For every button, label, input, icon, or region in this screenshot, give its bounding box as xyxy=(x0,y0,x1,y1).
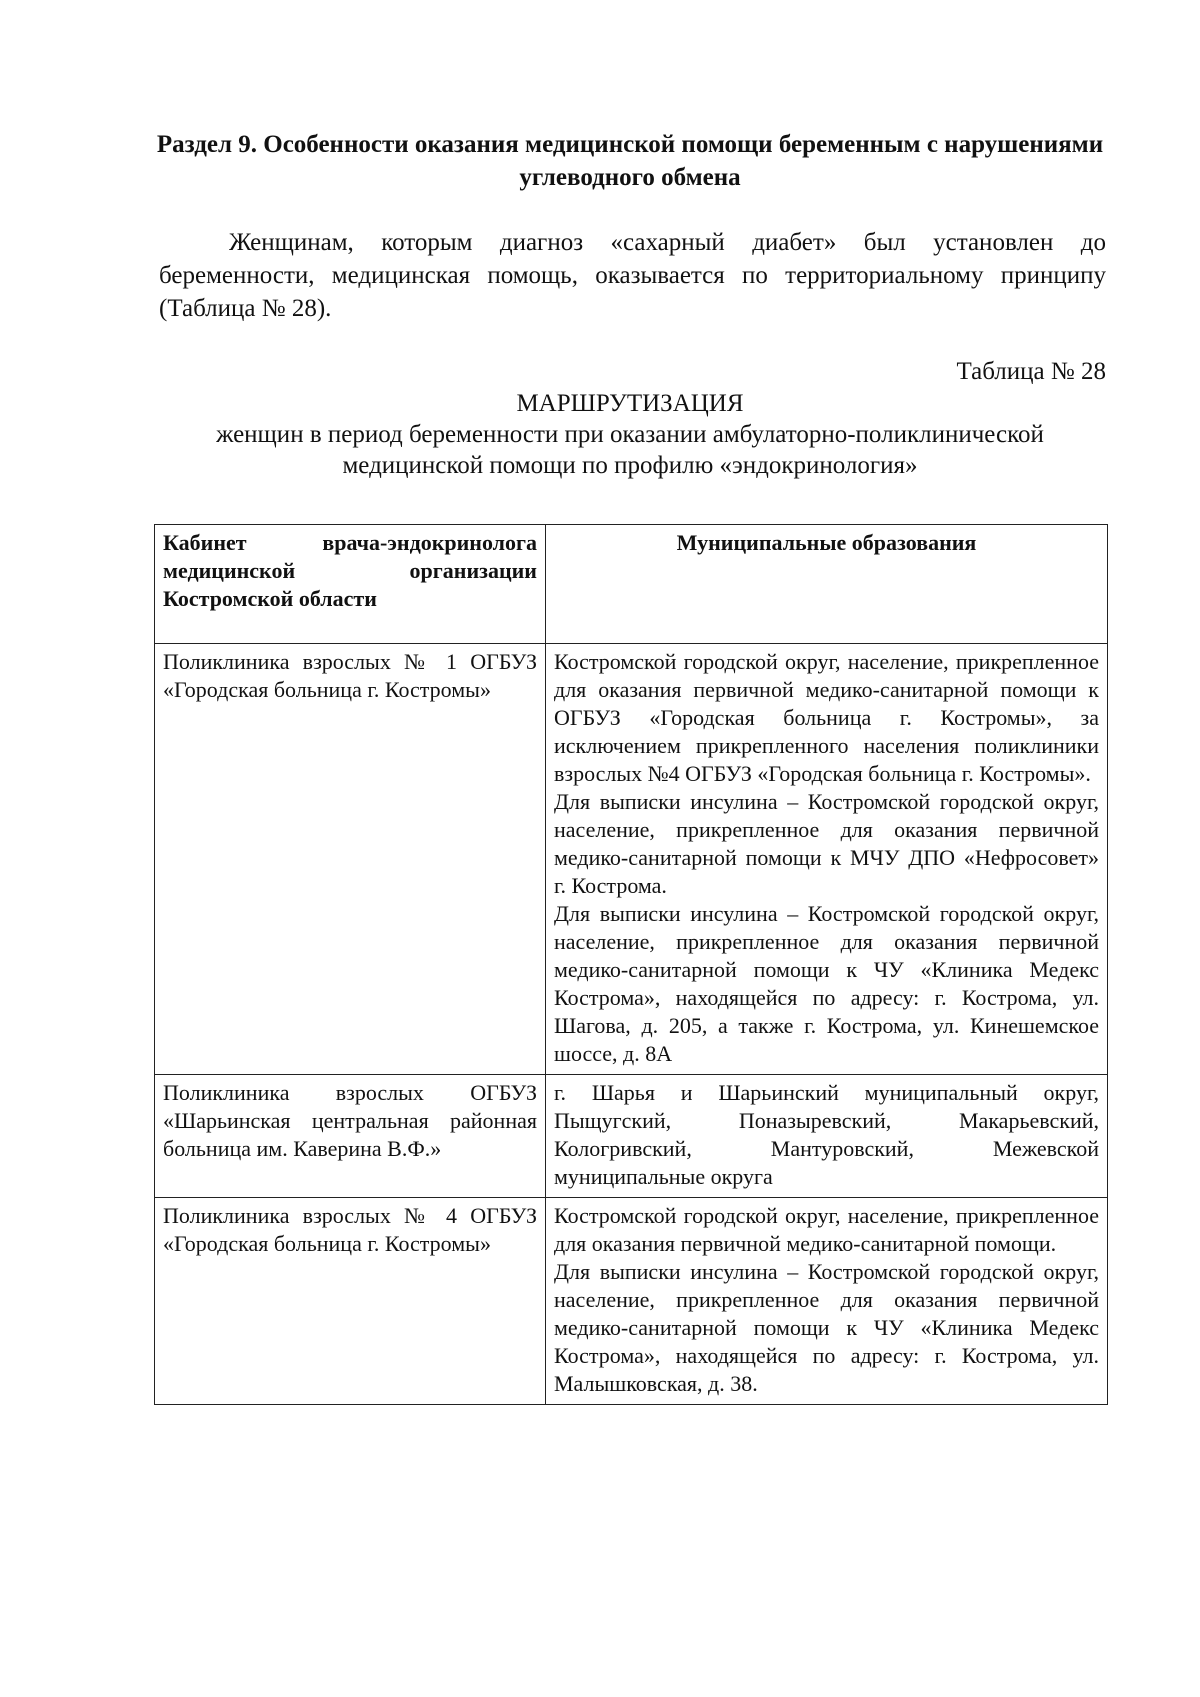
table-row xyxy=(155,1198,1108,1405)
clinic-cell: Поликлиника взрослых ОГБУЗ «Шарьинская центральная районная больница им. Каверина В.Ф.» xyxy=(155,1075,546,1198)
table-header-row xyxy=(155,525,1108,644)
table-caption xyxy=(150,388,1110,481)
intro-paragraph: Женщинам, которым диагноз «сахарный диабет» был установлен до беременности, медицинская помощь, оказывается по территориальному принципу (Таблица № 28). xyxy=(159,229,1106,322)
table-row xyxy=(155,644,1108,1075)
table-number: Таблица № 28 xyxy=(956,358,1106,385)
areas-cell: Костромской городской округ, население, прикрепленное для оказания первичной медико-санитарной помощи. Для выписки инсулина – Костромской городской округ, население, прикрепленное для оказания первичной медико-санитарной помощи к ЧУ «Клиника Медекс Кострома», находящейся по адресу: г. Кострома, ул. Малышковская, д. 38. xyxy=(546,1198,1108,1405)
areas-cell: Костромской городской округ, население, прикрепленное для оказания первичной медико-санитарной помощи к ОГБУЗ «Городская больница г. Костромы», за исключением прикрепленного населения поликлиники взрослых №4 ОГБУЗ «Городская больница г. Костромы». Для выписки инсулина – Костромской городской округ, население, прикрепленное для оказания первичной медико-санитарной помощи к МЧУ ДПО «Нефросовет» г. Кострома. Для выписки инсулина – Костромской городской округ, население, прикрепленное для оказания первичной медико-санитарной помощи к ЧУ «Клиника Медекс Кострома», находящейся по адресу: г. Кострома, ул. Шагова, д. 205, а также г. Кострома, ул. Кинешемское шоссе, д. 8А xyxy=(546,644,1108,1075)
clinic-cell: Поликлиника взрослых № 4 ОГБУЗ «Городская больница г. Костромы» xyxy=(155,1198,546,1405)
routing-table xyxy=(154,524,1108,1405)
section-title: Раздел 9. Особенности оказания медицинской помощи беременным с нарушениями углеводного обмена xyxy=(156,131,1104,191)
table-row xyxy=(155,1075,1108,1198)
header-municipalities: Муниципальные образования xyxy=(546,525,1108,644)
table-title: МАРШРУТИЗАЦИЯ xyxy=(516,390,744,417)
header-clinic: Кабинет врача-эндокринолога медицинской организации Костромской области xyxy=(155,525,546,644)
table-subtitle: женщин в период беременности при оказании амбулаторно-поликлинической медицинской помощи по профилю «эндокринология» xyxy=(216,421,1044,479)
clinic-cell: Поликлиника взрослых № 1 ОГБУЗ «Городская больница г. Костромы» xyxy=(155,644,546,1075)
areas-cell: г. Шарья и Шарьинский муниципальный округ, Пыщугский, Поназыревский, Макарьевский, Кологривский, Мантуровский, Межевской муниципальные округа xyxy=(546,1075,1108,1198)
